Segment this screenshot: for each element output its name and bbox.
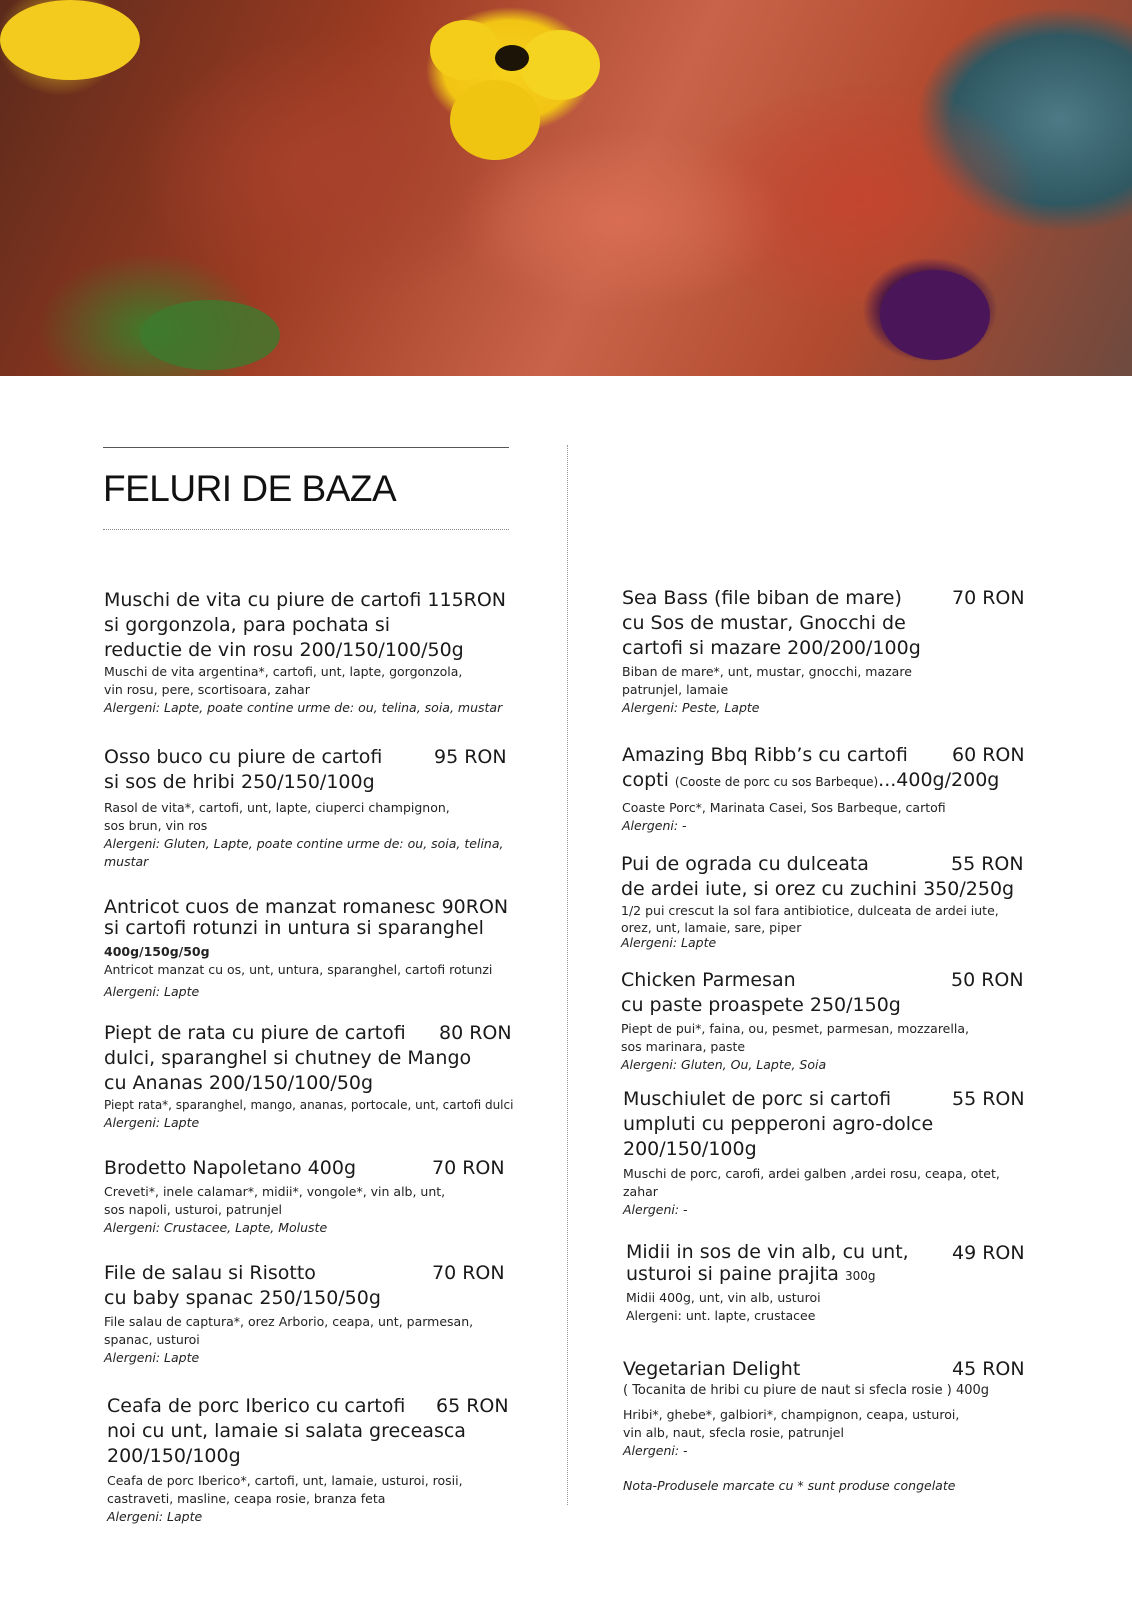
menu-item-subtitle: ( Tocanita de hribi cu piure de naut si sfecla rosie ) 400g: [623, 1383, 990, 1398]
menu-item-name: Antricot cuos de manzat romanesc 90RON si cartofi rotunzi in untura si sparanghel: [104, 896, 509, 939]
menu-item-description: Hribi*, ghebe*, galbiori*, champignon, ceapa, usturoi, vin alb, naut, sfecla rosie, patrunjel: [623, 1407, 960, 1440]
menu-item: [104, 588, 524, 717]
menu-item: [104, 1156, 524, 1237]
menu-item: [104, 897, 524, 1001]
menu-item: [623, 1357, 1043, 1460]
frozen-products-note: Nota-Produsele marcate cu * sunt produse congelate: [623, 1478, 956, 1493]
menu-item: [104, 1021, 524, 1132]
menu-item-price: 55 RON: [952, 1088, 1025, 1110]
menu-item-weight: 400g/150g/50g: [104, 944, 210, 959]
menu-item-price: 70 RON: [432, 1262, 505, 1284]
menu-item-price: 55 RON: [951, 853, 1024, 875]
menu-item-price: 70 RON: [952, 587, 1025, 609]
menu-item-name: Pui de ograda cu dulceata de ardei iute, si orez cu zuchini 350/250g: [621, 853, 1015, 900]
menu-item-allergens: Alergeni: Lapte: [104, 1115, 200, 1130]
menu-item: [626, 1241, 1046, 1325]
menu-item-description: Muschi de porc, carofi, ardei galben ,ardei rosu, ceapa, otet, zahar: [623, 1166, 1000, 1199]
menu-item-name: Vegetarian Delight: [623, 1358, 801, 1380]
menu-item-price: 80 RON: [439, 1022, 512, 1044]
menu-item-name: Brodetto Napoletano 400g: [104, 1157, 357, 1179]
menu-item-allergens: Alergeni: Lapte: [621, 935, 717, 950]
menu-item-allergens: Alergeni: Crustacee, Lapte, Moluste: [104, 1220, 328, 1235]
menu-item-name: Muschiulet de porc si cartofi umpluti cu pepperoni agro-dolce 200/150/100g: [623, 1088, 934, 1160]
menu-item-name: Midii in sos de vin alb, cu unt, usturoi si paine prajita 300g: [626, 1241, 909, 1285]
menu-item: [104, 1261, 524, 1367]
menu-item-name: Osso buco cu piure de cartofi si sos de hribi 250/150/100g: [104, 746, 383, 793]
menu-item-allergens: Alergeni: Lapte: [104, 984, 200, 999]
menu-item-allergens: Alergeni: -: [623, 1202, 688, 1217]
menu-item-name: Piept de rata cu piure de cartofi dulci, sparanghel si chutney de Mango cu Ananas 200/150/100/50g: [104, 1022, 472, 1094]
menu-item-price: 45 RON: [952, 1358, 1025, 1380]
menu-item-allergens: Alergeni: Peste, Lapte: [622, 700, 760, 715]
menu-item: [621, 968, 1041, 1074]
menu-item: [621, 852, 1041, 950]
menu-item-description: Piept de pui*, faina, ou, pesmet, parmesan, mozzarella, sos marinara, paste: [621, 1021, 969, 1054]
menu-item-allergens: Alergeni: Lapte: [107, 1509, 203, 1524]
title-top-rule: [103, 447, 509, 448]
column-divider: [567, 445, 568, 1505]
menu-item-description: Biban de mare*, unt, mustar, gnocchi, mazare patrunjel, lamaie: [622, 664, 912, 697]
yellow-flower-petal: [450, 80, 540, 160]
menu-item-allergens: Alergeni: -: [622, 818, 687, 833]
menu-item-name: Ceafa de porc Iberico cu cartofi noi cu unt, lamaie si salata greceasca 200/150/100g: [107, 1395, 466, 1467]
menu-item-description: Rasol de vita*, cartofi, unt, lapte, ciuperci champignon, sos brun, vin ros: [104, 800, 450, 833]
menu-item-price: 50 RON: [951, 969, 1024, 991]
menu-item-name: File de salau si Risotto cu baby spanac 250/150/50g: [104, 1262, 381, 1309]
yellow-flower-petal: [520, 30, 600, 100]
menu-item: [623, 1087, 1043, 1219]
yellow-flower-petal: [0, 0, 140, 80]
menu-item-allergens: Alergeni: Lapte: [104, 1350, 200, 1365]
section-title: FELURI DE BAZA: [103, 468, 397, 509]
menu-item: [622, 743, 1042, 835]
flower-center-icon: [495, 45, 529, 71]
menu-item-allergens: Alergeni: Gluten, Ou, Lapte, Soia: [621, 1057, 827, 1072]
menu-item-price: 49 RON: [952, 1242, 1025, 1264]
menu-item-description: Coaste Porc*, Marinata Casei, Sos Barbeque, cartofi: [622, 800, 946, 815]
menu-item-price: 65 RON: [436, 1395, 509, 1417]
menu-item-description: 1/2 pui crescut la sol fara antibiotice, dulceata de ardei iute, orez, unt, lamaie, sare, piper: [621, 903, 999, 935]
hero-food-photo: [0, 0, 1132, 376]
menu-item: [622, 586, 1042, 717]
menu-item-description: File salau de captura*, orez Arborio, ceapa, unt, parmesan, spanac, usturoi: [104, 1314, 474, 1347]
green-leaf: [140, 300, 280, 370]
menu-item-name: Sea Bass (file biban de mare) cu Sos de mustar, Gnocchi de cartofi si mazare 200/200/100g: [622, 587, 921, 659]
menu-item-description: Ceafa de porc Iberico*, cartofi, unt, lamaie, usturoi, rosii, castraveti, masline, ceapa rosie, branza feta: [107, 1473, 463, 1506]
menu-item-allergens: Alergeni: Lapte, poate contine urme de: ou, telina, soia, mustar: [104, 700, 503, 715]
menu-item-description: Piept rata*, sparanghel, mango, ananas, portocale, unt, cartofi dulci: [104, 1098, 514, 1112]
menu-item-name: Muschi de vita cu piure de cartofi 115RON si gorgonzola, para pochata si reductie de vin rosu 200/150/100/50g: [104, 589, 507, 661]
yellow-flower-petal: [430, 20, 500, 80]
menu-item: [104, 745, 524, 871]
title-bottom-rule: [103, 529, 509, 530]
menu-item-description: Antricot manzat cu os, unt, untura, sparanghel, cartofi rotunzi: [104, 962, 493, 977]
menu-item-description: Creveti*, inele calamar*, midii*, vongole*, vin alb, unt, sos napoli, usturoi, patrunjel: [104, 1184, 446, 1217]
purple-flower-petal: [880, 270, 990, 360]
menu-item-price: 95 RON: [434, 746, 507, 768]
menu-item-price: 70 RON: [432, 1157, 505, 1179]
menu-item-allergens: Alergeni: -: [623, 1443, 688, 1458]
menu-item-price: 60 RON: [952, 744, 1025, 766]
menu-item-description: Muschi de vita argentina*, cartofi, unt, lapte, gorgonzola, vin rosu, pere, scortisoara, zahar: [104, 664, 463, 697]
menu-item-allergens: Alergeni: Gluten, Lapte, poate contine urme de: ou, soia, telina, mustar: [104, 836, 504, 869]
menu-item-description: Midii 400g, unt, vin alb, usturoi Alergeni: unt. lapte, crustacee: [626, 1290, 821, 1323]
menu-item-name: Chicken Parmesan cu paste proaspete 250/150g: [621, 969, 901, 1016]
menu-item: [107, 1394, 527, 1526]
menu-item-name: Amazing Bbq Ribb’s cu cartofi copti (Cooste de porc cu sos Barbeque)...400g/200g: [622, 744, 1000, 791]
